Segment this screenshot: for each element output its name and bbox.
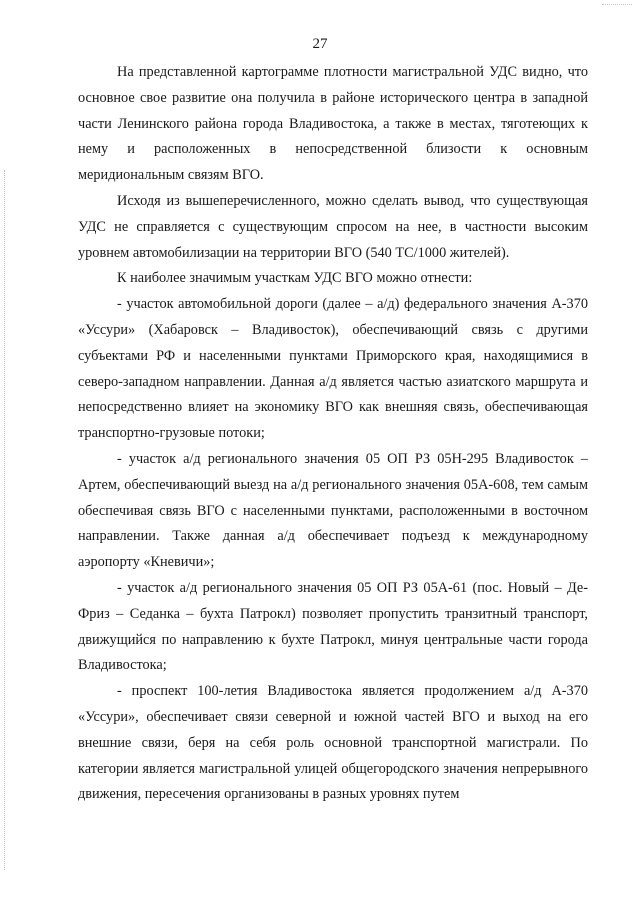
list-item-vladivostok-artem: - участок а/д регионального значения 05 ОП РЗ 05Н-295 Владивосток – Артем, обеспечивающий выезд на а/д регионального значения 05А-608, тем самым обеспечивая связь ВГО с населенными пунктами, расположенными в восточном направлении. Также данная а/д обеспечивает подъезд к международному аэропорту «Кневичи»;	[78, 450, 588, 571]
body-text	[78, 60, 588, 808]
paragraph-conclusion: Исходя из вышеперечисленного, можно сделать вывод, что существующая УДС не справляется с существующим спросом на нее, в частности высоким уровнем автомобилизации на территории ВГО (540 ТС/1000 жителей).	[78, 192, 588, 261]
paragraph-cartogram: На представленной картограмме плотности магистральной УДС видно, что основное свое развитие она получила в районе исторического центра в западной части Ленинского района города Владивостока, а также в местах, тяготеющих к нему и расположенных в непосредственной близости к основным меридиональным связям ВГО.	[78, 64, 588, 184]
paragraph-significant-sections: К наиболее значимым участкам УДС ВГО можно отнести:	[117, 270, 473, 287]
list-item-prospekt-100-letiya: - проспект 100-летия Владивостока является продолжением а/д А-370 «Уссури», обеспечивает связи северной и южной частей ВГО и выход на его внешние связи, беря на себя роль основной транспортной магистрали. По категории является магистральной улицей общегородского значения непрерывного движения, пересечения организованы в разных уровнях путем	[78, 683, 588, 803]
list-item-novy-patrokl: - участок а/д регионального значения 05 ОП РЗ 05А-61 (пос. Новый – Де-Фриз – Седанка – бухта Патрокл) позволяет пропустить транзитный транспорт, движущийся по направлению к бухте Патрокл, минуя центральные части города Владивостока;	[78, 579, 588, 674]
scan-edge-left	[4, 170, 6, 870]
scan-edge-top	[602, 4, 632, 6]
list-item-a370-ussuri: - участок автомобильной дороги (далее – а/д) федерального значения А-370 «Уссури» (Хабаровск – Владивосток), обеспечивающий связь с другими субъектами РФ и населенными пунктами Приморского края, находящимися в северо-западном направлении. Данная а/д является частью азиатского маршрута и непосредственно влияет на экономику ВГО как внешняя связь, обеспечивающая транспортно-грузовые потоки;	[78, 296, 588, 442]
page-number: 27	[312, 36, 328, 52]
